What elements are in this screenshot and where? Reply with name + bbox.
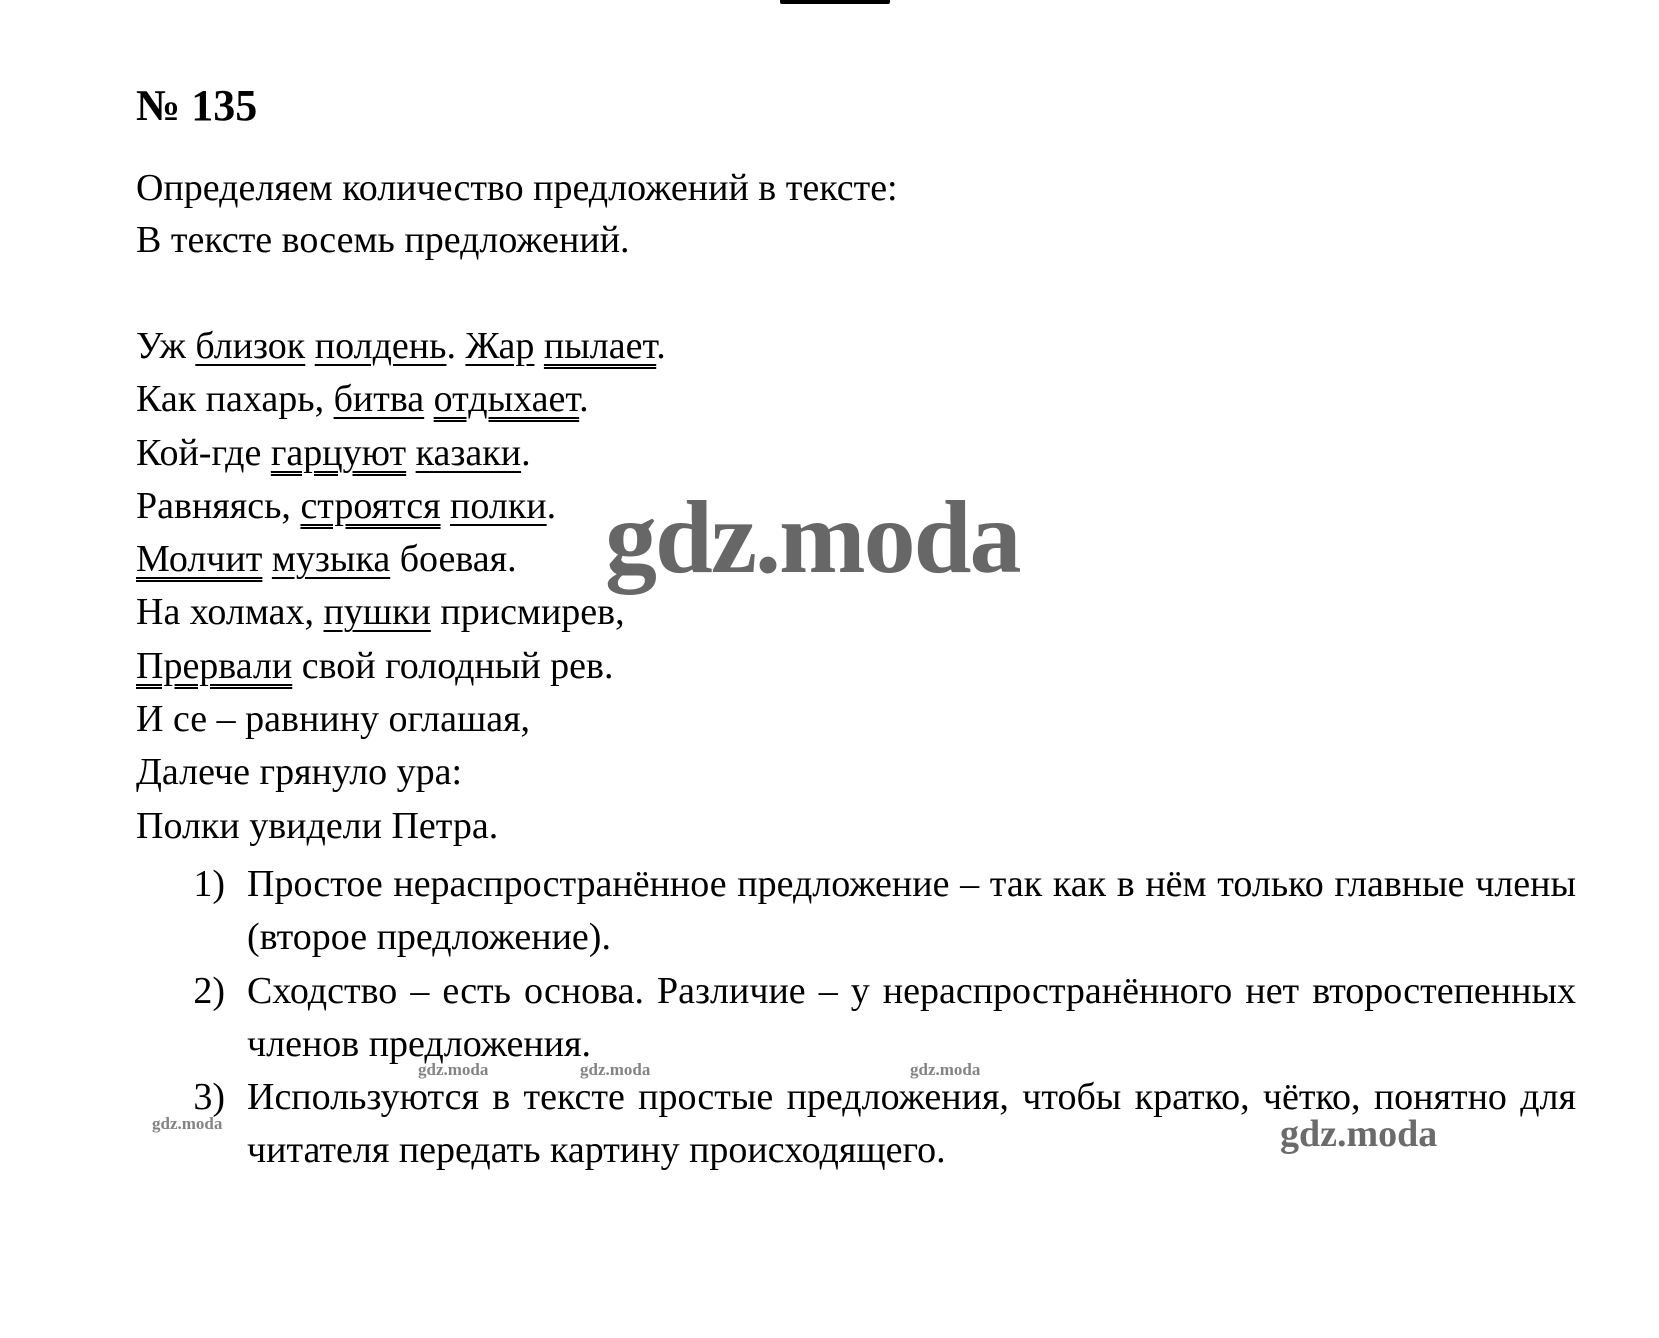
poem-text-segment: Кой-где [136, 431, 271, 474]
poem-text-segment: Полки увидели Петра. [136, 804, 499, 847]
answer-text: Сходство – есть основа. Различие – у нераспространённого нет второстепенных членов предложения. [247, 969, 1576, 1065]
poem-text-segment [305, 325, 315, 367]
poem-text-segment: Равняясь, [136, 484, 301, 527]
answer-number: 3) [193, 1076, 225, 1119]
cropped-header-mark [780, 0, 890, 4]
poem-text-segment: . [579, 378, 589, 421]
poem-line [136, 320, 1576, 373]
poem-text-segment: На холмах, [136, 591, 324, 634]
watermark-large: gdz.moda [605, 480, 1020, 595]
answer-text: Используются в тексте простые предложения, чтобы кратко, чётко, понятно для читателя передать картину происходящего. [247, 1076, 1576, 1172]
answer-number: 2) [193, 969, 225, 1012]
poem-text-segment: . [546, 484, 557, 527]
subject-word: музыка [271, 538, 391, 581]
poem-text-segment: Как пахарь, [136, 378, 334, 421]
poem-line [136, 427, 1576, 480]
poem-line [136, 373, 1576, 426]
subject-word: казаки [415, 431, 522, 474]
poem-text-segment: . [446, 325, 466, 367]
answer-number: 1) [193, 863, 225, 905]
predicate-word: Прервали [136, 644, 293, 687]
answer-text: Простое нераспространённое предложение – так как в нём только главные члены (второе предложение). [247, 863, 1576, 959]
subject-word: битва [333, 378, 425, 421]
poem-text-segment: Уж [136, 325, 196, 367]
poem-line [136, 640, 1576, 693]
subject-word: Жар [465, 325, 535, 367]
answer-item [136, 965, 1576, 1072]
subject-word: близок [195, 325, 306, 367]
poem-line [136, 746, 1576, 799]
poem-text-segment: . [656, 325, 666, 367]
poem-text-segment: . [521, 431, 531, 474]
poem-line [136, 693, 1576, 746]
poem-text-segment: боевая. [390, 538, 517, 581]
intro-line: Определяем количество предложений в тексте: [136, 167, 898, 209]
poem-text-segment [262, 538, 272, 580]
watermark-small: gdz.moda [418, 1060, 489, 1079]
intro-text [136, 162, 1576, 266]
poem-text-segment: И се – равнину оглашая, [136, 698, 531, 741]
poem-text-segment [441, 485, 451, 527]
poem-text-segment: присмирев, [430, 591, 625, 634]
watermark-small: gdz.moda [910, 1060, 981, 1079]
watermark-small: gdz.moda [152, 1114, 223, 1133]
poem-line [136, 800, 1576, 853]
predicate-word: пылает [543, 325, 657, 367]
predicate-word: строятся [300, 484, 441, 527]
predicate-word: Молчит [136, 538, 263, 581]
poem-text-segment: свой голодный рев. [292, 644, 614, 687]
answer-item [136, 858, 1576, 965]
poem-text-segment [534, 325, 544, 367]
intro-line: В тексте восемь предложений. [136, 219, 630, 261]
poem-text-segment [406, 432, 416, 474]
subject-word: полки [450, 484, 547, 527]
subject-word: полдень [314, 325, 447, 367]
poem-text-segment [424, 378, 434, 420]
predicate-word: отдыхает [433, 378, 580, 421]
watermark-medium: gdz.moda [1280, 1113, 1438, 1155]
task-number: № 135 [136, 81, 258, 130]
watermark-small: gdz.moda [580, 1060, 651, 1079]
poem-text-segment: Далече грянуло ура: [136, 751, 463, 794]
subject-word: пушки [323, 591, 431, 634]
predicate-word: гарцуют [270, 431, 407, 474]
